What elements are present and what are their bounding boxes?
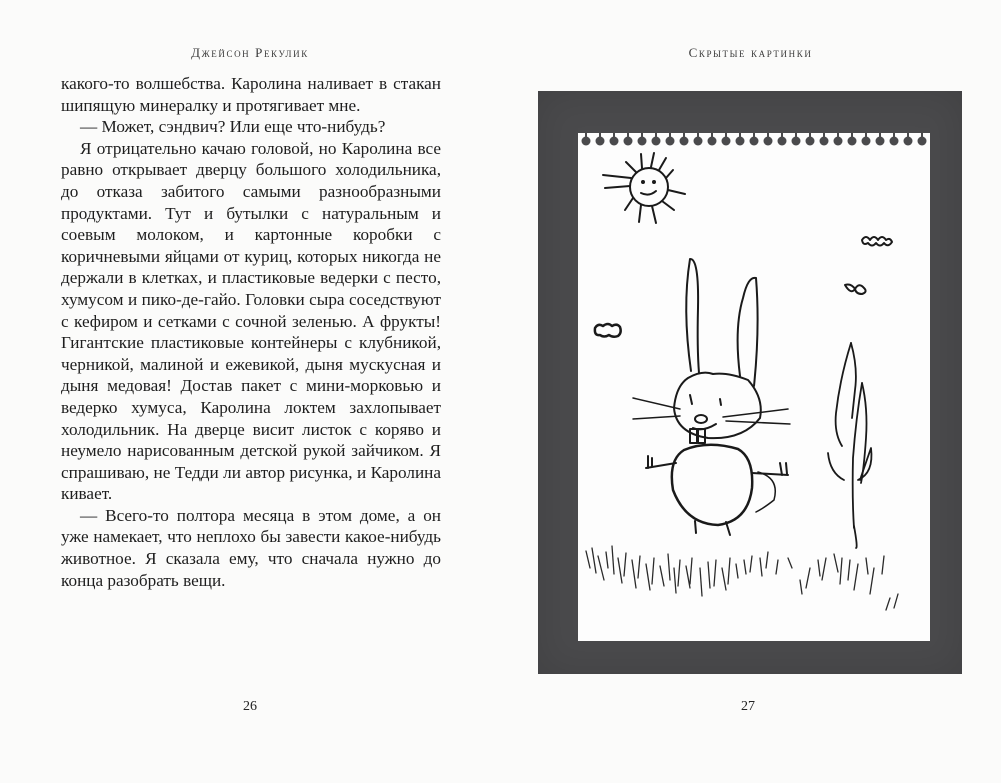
notepad-sheet [578,128,930,641]
page-number: 26 [243,699,257,714]
illustration-frame [538,91,962,674]
running-head-title: Скрытые картинки [688,45,813,60]
bunny-icon [633,259,790,535]
paragraph: — Всего-то полтора месяца в этом доме, а он уже намекает, что неплохо бы завести какое-нибудь животное. Я сказала ему, что сначала нужно до конца разобрать вещи. [61,505,441,590]
cloud-icon [595,324,621,337]
paragraph: Я отрицательно качаю головой, но Каролина все равно открывает дверцу большого холодильника, до отказа забитого самыми разнообразными продуктами. Тут и бутылки с натуральным и соевым молоком, и картонные коробки с коричневыми яйцами от куриц, которых никогда не держали в клетках, и пластиковые ведерки с песто, хумусом и пико-де-гайо. Головки сыра соседствуют с кефиром и сетками с сочной зеленью. А фрукты! Гигантские пластиковые контейнеры с клубникой, черникой, малиной и ежевикой, дыня мускусная и дыня медовая! Достав пакет с мини-морковью и ведерко хумуса, Каролина локтем захлопывает холодильник. На дверце висит листок с коряво и неумело нарисованным детской рукой зайчиком. Я спрашиваю, не Тедди ли автор рисунка, и Каролина кивает. [61,138,441,504]
right-page [500,0,1001,783]
cloud-icon [845,285,866,295]
left-page [0,0,500,783]
paragraph: какого-то волшебства. Каролина наливает в стакан шипящую минералку и протягивает мне. [61,74,441,115]
body-text [61,73,441,591]
sun-icon [603,153,685,223]
cloud-icon [862,237,892,246]
page-number: 27 [741,699,755,714]
tree-icon [828,343,871,548]
paragraph: — Может, сэндвич? Или еще что-нибудь? [80,117,386,137]
running-head-author: Джейсон Рекулик [191,45,309,60]
grass-icon [586,546,898,610]
spiral-holes-icon [578,128,930,146]
bunny-drawing-illustration [578,128,930,641]
